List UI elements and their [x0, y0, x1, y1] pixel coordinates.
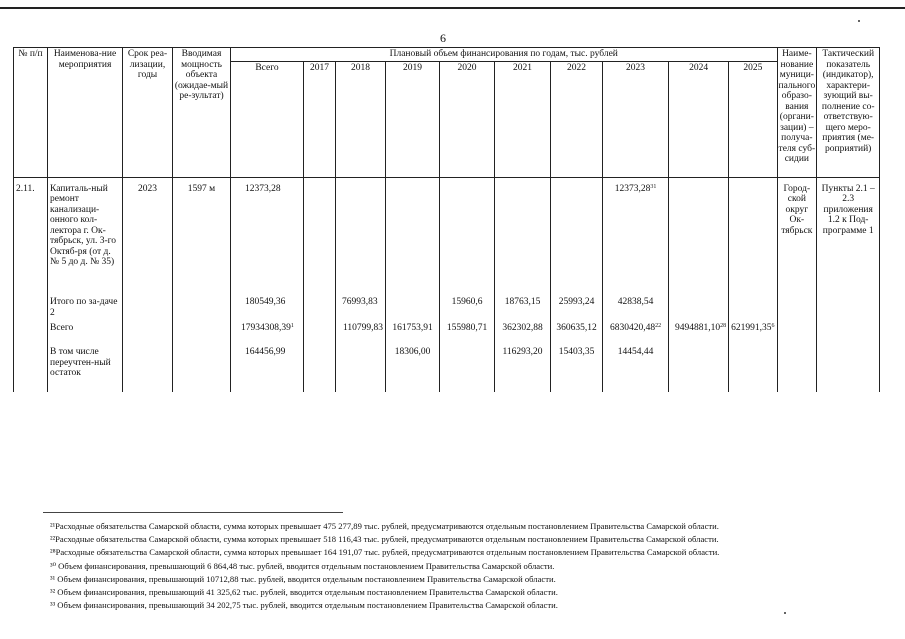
row-2020: [440, 347, 495, 392]
row-2018: [336, 347, 386, 392]
header-capacity: Вводимая мощность объекта (ожидае-мый ре-зультат): [173, 48, 231, 178]
row-2023: [603, 323, 669, 347]
row-2021: 116293,20: [495, 347, 551, 392]
row-2017: [304, 323, 336, 347]
row-num: [14, 297, 48, 323]
table-row: [14, 347, 880, 392]
table-row: [14, 177, 880, 297]
row-name: Итого по за-даче 2: [48, 297, 123, 323]
row-name: Капиталь-ный ремонт канализаци-онного кол-лектора г. Ок-тябрьск, ул. 3-го Октяб-ря (от д. № 5 до д. № 35): [48, 177, 123, 297]
header-year-2023: 2023: [603, 61, 669, 177]
row-2023-value: 6830420,48: [609, 323, 656, 333]
header-term: Срок реа-лизации, годы: [123, 48, 173, 178]
footnote-separator: [43, 512, 343, 513]
row-2023-value: 12373,28: [614, 183, 651, 194]
row-2019: [386, 297, 440, 323]
header-municipality: Наиме-нование муници-пального образо-вания (органи-зации) – получа-теля суб-сидии: [777, 48, 817, 178]
row-municipality: Город-ской округ Ок-тябрьск: [777, 177, 817, 297]
header-year-2018: 2018: [336, 61, 386, 177]
top-border-line: [0, 7, 905, 9]
header-year-2024: 2024: [669, 61, 729, 177]
footnote-33: ³³ Объем финансирования, превышающий 34 202,75 тыс. рублей, вводится отдельным постановлением Правительства Самарской области.: [50, 600, 558, 611]
row-total: 12373,28: [231, 177, 304, 297]
row-2017: [304, 177, 336, 297]
row-2017: [304, 297, 336, 323]
page-number: 6: [440, 31, 446, 45]
row-num: 2.11.: [14, 177, 48, 297]
footnote-30: ³⁰ Объем финансирования, превышающий 6 864,48 тыс. рублей, вводится отдельным постановлением Правительства Самарской области.: [50, 560, 555, 571]
header-name: Наименова-ние мероприятия: [48, 48, 123, 178]
row-2025: [729, 177, 777, 297]
header-year-2022: 2022: [551, 61, 603, 177]
row-2022: 25993,24: [551, 297, 603, 323]
row-2025: [729, 323, 777, 347]
row-2019: 18306,00: [386, 347, 440, 392]
row-num: [14, 347, 48, 392]
row-2021: 18763,15: [495, 297, 551, 323]
row-2024: [669, 177, 729, 297]
header-year-2021: 2021: [495, 61, 551, 177]
footnote-21: ²¹Расходные обязательства Самарской области, сумма которых превышает 475 277,89 тыс. рублей, предусматриваются отдельным постановлением Правительства Самарской области.: [50, 521, 719, 531]
header-total: Всего: [231, 61, 304, 177]
footnote-32: ³² Объем финансирования, превышающий 41 325,62 тыс. рублей, вводится отдельным постановлением Правительства Самарской области.: [50, 587, 558, 598]
row-2022: 15403,35: [551, 347, 603, 392]
header-year-2019: 2019: [386, 61, 440, 177]
row-name: В том числе переучтен-ный остаток: [48, 347, 123, 392]
row-2020: 155980,71: [440, 323, 495, 347]
row-2024-value: 9494881,10: [675, 323, 721, 333]
header-plan-group: Плановый объем финансирования по годам, тыс. рублей: [231, 48, 778, 62]
row-indicator: Пункты 2.1 – 2.3 приложения 1.2 к Под-программе 1: [817, 177, 880, 297]
footnote-ref: 6: [771, 323, 775, 329]
row-2020: 15960,6: [440, 297, 495, 323]
footnote-ref: 31: [650, 183, 657, 190]
financing-table: [13, 47, 880, 392]
row-2018: [336, 177, 386, 297]
row-2022: [551, 177, 603, 297]
row-2021: 362302,88: [495, 323, 551, 347]
scan-speck: [858, 20, 860, 22]
header-year-2025: 2025: [729, 61, 777, 177]
footnotes: [50, 520, 719, 612]
footnote-22: ²²Расходные обязательства Самарской области, сумма которых превышает 518 116,43 тыс. рублей, предусматриваются отдельным постановлением Правительства Самарской области.: [50, 534, 719, 545]
row-2019: 161753,91: [386, 323, 440, 347]
row-term: 2023: [123, 177, 173, 297]
row-2023: [603, 177, 669, 297]
footnote-ref: 28: [720, 323, 727, 329]
row-capacity: 1597 м: [173, 177, 231, 297]
row-total: 180549,36: [231, 297, 304, 323]
footnote-ref: 22: [655, 323, 662, 329]
row-2021: [495, 177, 551, 297]
row-2020: [440, 177, 495, 297]
footnote-ref: 1: [290, 323, 294, 329]
header-num: № п/п: [14, 48, 48, 178]
row-2023: 14454,44: [603, 347, 669, 392]
row-num: [14, 323, 48, 347]
row-2024: [669, 297, 729, 323]
row-2025: [729, 347, 777, 392]
row-2023: 42838,54: [603, 297, 669, 323]
row-2024: [669, 323, 729, 347]
row-2019: [386, 177, 440, 297]
row-2025-value: 621991,35: [731, 323, 772, 333]
header-indicator: Тактический показатель (индикатор), характери-зующий вы-полнение со-ответствую-щего меро-приятия (ме-роприятий): [817, 48, 880, 178]
row-2018: 76993,83: [336, 297, 386, 323]
header-year-2020: 2020: [440, 61, 495, 177]
scan-speck: [784, 612, 786, 614]
table-row: [14, 323, 880, 347]
table-row: [14, 297, 880, 323]
footnote-31: ³¹ Объем финансирования, превышающий 10712,88 тыс. рублей, вводится отдельным постановлением Правительства Самарской области.: [50, 573, 556, 584]
row-2025: [729, 297, 777, 323]
row-total: 164456,99: [231, 347, 304, 392]
row-2017: [304, 347, 336, 392]
header-year-2017: 2017: [304, 61, 336, 177]
row-total-value: 17934308,39: [241, 323, 291, 333]
row-2024: [669, 347, 729, 392]
row-total: [231, 323, 304, 347]
row-2018: 110799,83: [336, 323, 386, 347]
row-2022: 360635,12: [551, 323, 603, 347]
footnote-28: ²⁸Расходные обязательства Самарской области, сумма которых превышает 164 191,07 тыс. рублей, предусматриваются отдельным постановлением Правительства Самарской области.: [50, 547, 720, 558]
row-name: Всего: [48, 323, 123, 347]
